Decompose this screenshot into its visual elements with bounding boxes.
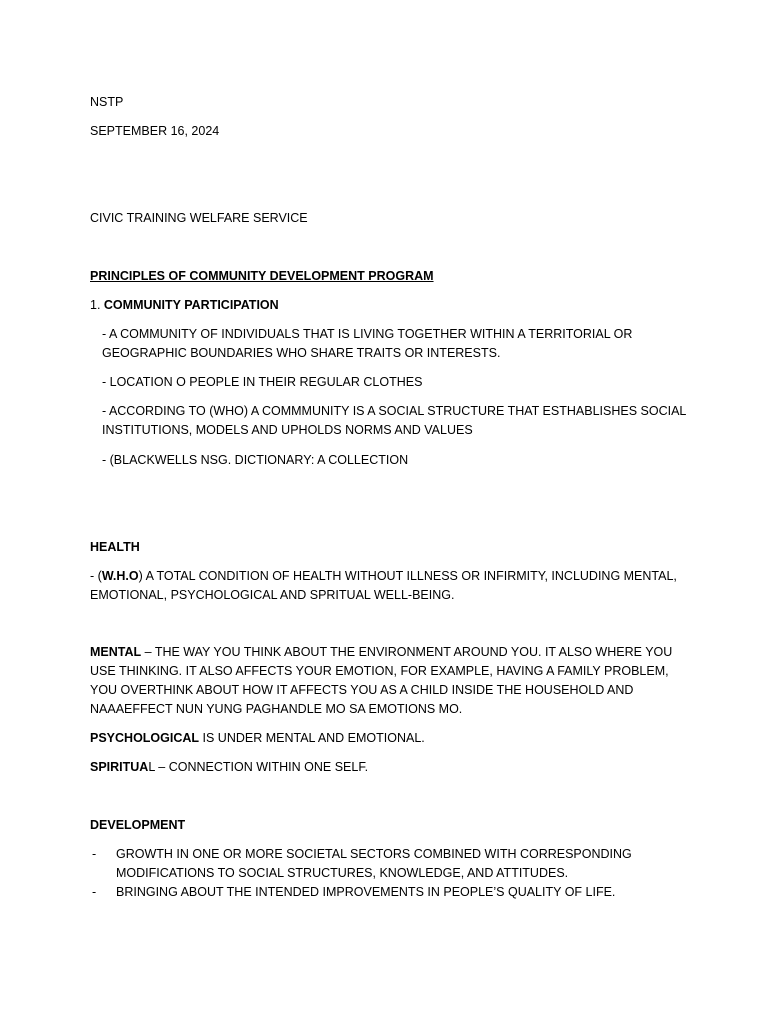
development-bullet-2: - <box>92 885 97 899</box>
program-title: CIVIC TRAINING WELFARE SERVICE <box>90 211 308 225</box>
development-item-1: GROWTH IN ONE OR MORE SOCIETAL SECTORS COMBINED WITH CORRESPONDING MODIFICATIONS TO SOCIAL STRUCTURES, KNOWLEDGE, AND ATTITUDES. <box>116 847 632 880</box>
community-point-2: - LOCATION O PEOPLE IN THEIR REGULAR CLOTHES <box>102 375 423 389</box>
date-line: SEPTEMBER 16, 2024 <box>90 124 220 138</box>
community-point-3: - ACCORDING TO (WHO) A COMMMUNITY IS A SOCIAL STRUCTURE THAT ESTHABLISHES SOCIAL INSTITUTIONS, MODELS AND UPHOLDS NORMS AND VALUES <box>102 404 686 437</box>
health-heading: HEALTH <box>90 540 140 554</box>
who-abbrev: W.H.O <box>101 569 139 583</box>
psychological-term: PSYCHOLOGICAL <box>90 731 200 745</box>
item-1-title: COMMUNITY PARTICIPATION <box>103 298 279 312</box>
item-1-number: 1. <box>90 298 104 312</box>
mental-term: MENTAL <box>90 645 142 659</box>
subject-line: NSTP <box>90 95 124 109</box>
item-1-heading <box>90 296 690 315</box>
psychological-definition: PSYCHOLOGICAL IS UNDER MENTAL AND EMOTIONAL. <box>90 731 425 745</box>
community-point-1: - A COMMUNITY OF INDIVIDUALS THAT IS LIVING TOGETHER WITHIN A TERRITORIAL OR GEOGRAPHIC BOUNDARIES WHO SHARE TRAITS OR INTERESTS. <box>102 327 633 360</box>
development-item-2: BRINGING ABOUT THE INTENDED IMPROVEMENTS IN PEOPLE’S QUALITY OF LIFE. <box>116 885 616 899</box>
community-point-4: - (BLACKWELLS NSG. DICTIONARY: A COLLECTION <box>102 453 409 467</box>
section-title: PRINCIPLES OF COMMUNITY DEVELOPMENT PROGRAM <box>90 269 434 283</box>
health-definition: - (W.H.O) A TOTAL CONDITION OF HEALTH WITHOUT ILLNESS OR INFIRMITY, INCLUDING MENTAL, EMOTIONAL, PSYCHOLOGICAL AND SPRITUAL WELL-BEING. <box>90 569 677 602</box>
mental-definition: MENTAL – THE WAY YOU THINK ABOUT THE ENVIRONMENT AROUND YOU. IT ALSO WHERE YOU USE THINKING. IT ALSO AFFECTS YOUR EMOTION, FOR EXAMPLE, HAVING A FAMILY PROBLEM, YOU OVERTHINK ABOUT HOW IT AFFECTS YOU AS A CHILD INSIDE THE HOUSEHOLD AND NAAAEFFECT NUN YUNG PAGHANDLE MO SA EMOTIONS MO. <box>90 645 673 716</box>
spiritual-definition: SPIRITUAL – CONNECTION WITHIN ONE SELF. <box>90 760 369 774</box>
spiritual-term: SPIRITUA <box>90 760 149 774</box>
development-heading: DEVELOPMENT <box>90 818 186 832</box>
development-bullet-1: - <box>92 847 97 861</box>
